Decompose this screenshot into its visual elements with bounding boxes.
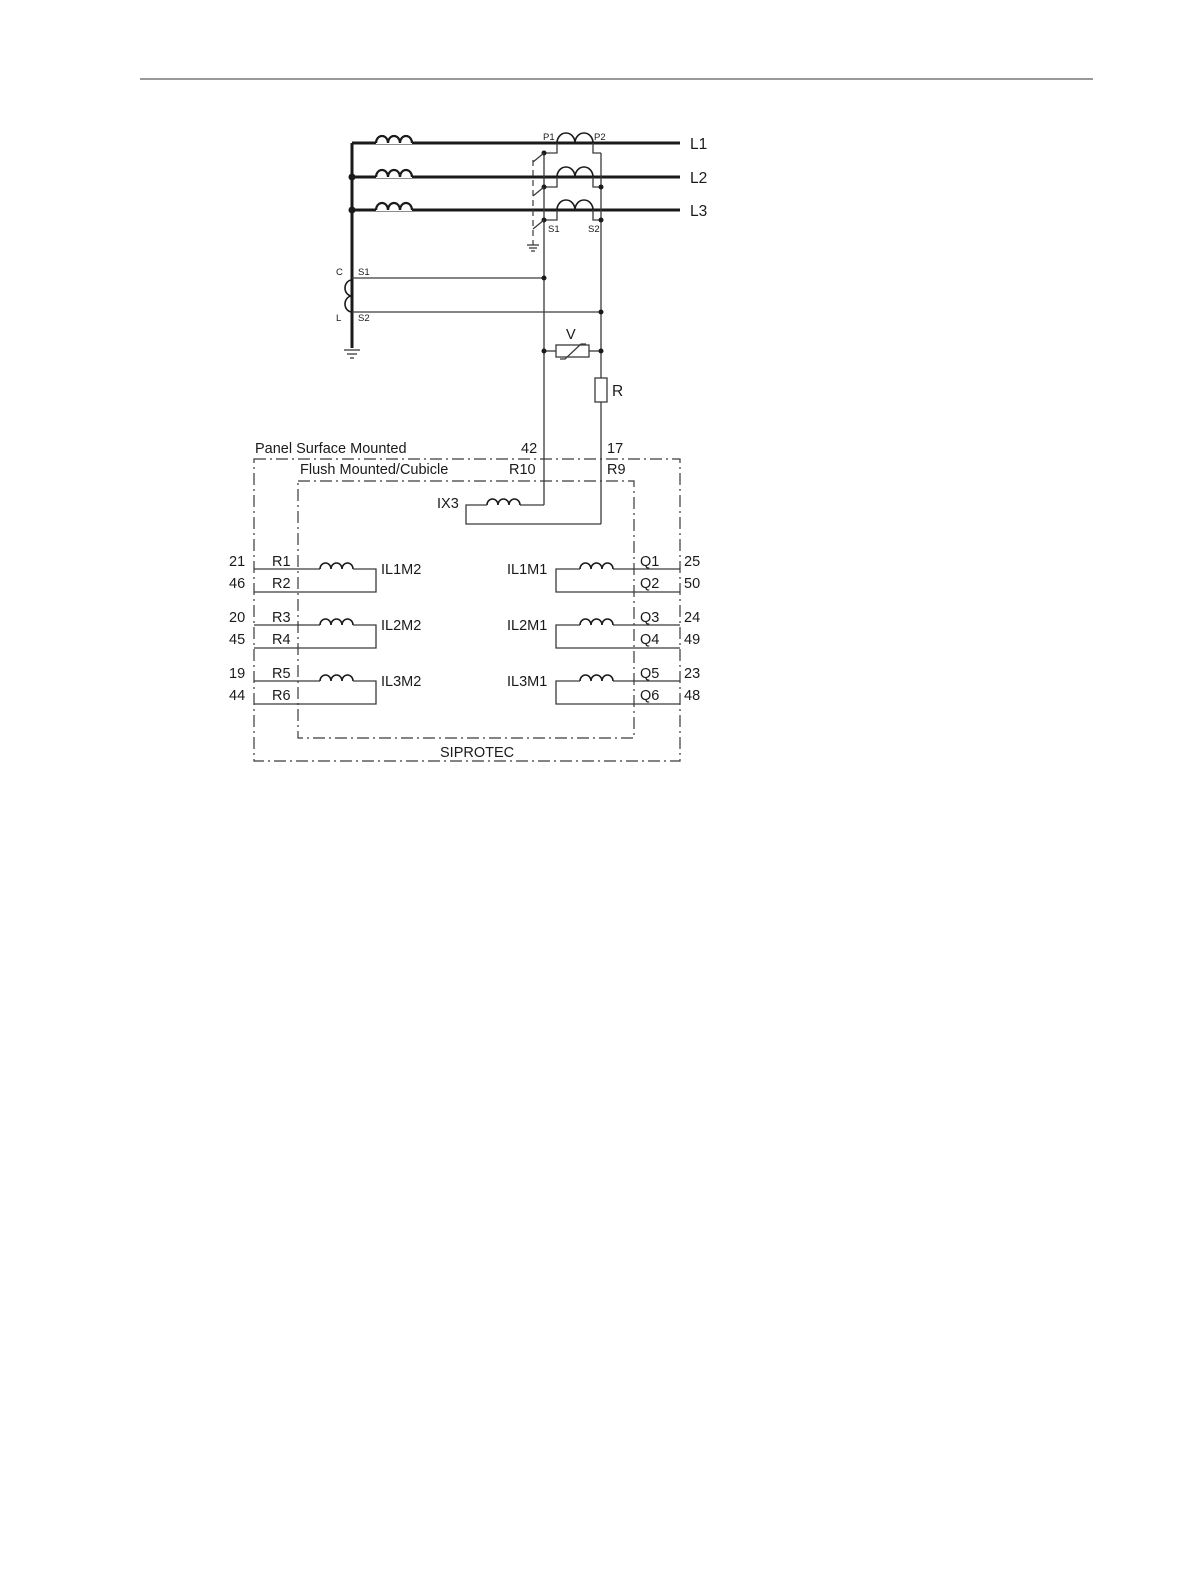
right-input-il2m1 (507, 610, 700, 648)
svg-text:R5: R5 (272, 666, 291, 682)
left-input-il3m2 (229, 666, 421, 704)
svg-text:R6: R6 (272, 688, 291, 704)
resistor-label: R (612, 383, 624, 400)
svg-text:IL2M1: IL2M1 (507, 618, 548, 634)
line-label-l2: L2 (690, 170, 708, 187)
ct-label-p2: P2 (594, 132, 606, 143)
ix3-pin-a: R10 (509, 462, 536, 478)
svg-text:R2: R2 (272, 576, 291, 592)
varistor-label: V (566, 327, 576, 343)
cbct-label-l: L (336, 313, 342, 324)
cbct-label-s1: S1 (358, 267, 370, 278)
ix3-pin-b-number: 17 (607, 441, 624, 457)
svg-text:21: 21 (229, 554, 246, 570)
panel-surface-label: Panel Surface Mounted (255, 441, 407, 457)
right-input-il1m1 (507, 554, 700, 592)
svg-text:20: 20 (229, 610, 246, 626)
line-label-l3: L3 (690, 203, 708, 220)
svg-text:IL3M2: IL3M2 (381, 674, 422, 690)
svg-text:49: 49 (684, 632, 701, 648)
ix3-pin-b: R9 (607, 462, 626, 478)
ct-label-p1: P1 (543, 132, 555, 143)
ix3-pin-a-number: 42 (521, 441, 538, 457)
svg-text:25: 25 (684, 554, 701, 570)
svg-text:50: 50 (684, 576, 701, 592)
svg-text:19: 19 (229, 666, 246, 682)
svg-text:45: 45 (229, 632, 246, 648)
svg-text:Q5: Q5 (640, 666, 660, 682)
svg-text:Q6: Q6 (640, 688, 660, 704)
ct-label-s2: S2 (588, 224, 600, 235)
svg-text:48: 48 (684, 688, 701, 704)
svg-text:Q3: Q3 (640, 610, 660, 626)
line-label-l1: L1 (690, 136, 708, 153)
svg-text:IL3M1: IL3M1 (507, 674, 548, 690)
svg-text:24: 24 (684, 610, 701, 626)
flush-mounted-label: Flush Mounted/Cubicle (300, 462, 449, 478)
svg-text:R3: R3 (272, 610, 291, 626)
varistor (542, 344, 604, 359)
resistor (595, 378, 607, 524)
svg-text:Q2: Q2 (640, 576, 660, 592)
svg-text:R1: R1 (272, 554, 291, 570)
ix3-input (466, 499, 601, 524)
cbct-label-s2: S2 (358, 313, 370, 324)
svg-text:23: 23 (684, 666, 701, 682)
svg-text:Q1: Q1 (640, 554, 660, 570)
device-label: SIPROTEC (440, 745, 515, 761)
svg-text:44: 44 (229, 688, 246, 704)
right-input-il3m1 (507, 666, 700, 704)
ct-label-s1: S1 (548, 224, 560, 235)
left-input-il2m2 (229, 610, 421, 648)
svg-text:IL2M2: IL2M2 (381, 618, 422, 634)
svg-text:R4: R4 (272, 632, 291, 648)
source-coils (376, 130, 412, 211)
panel-surface-housing (254, 459, 680, 761)
svg-text:IL1M1: IL1M1 (507, 562, 548, 578)
cbct-label-c: C (336, 267, 343, 278)
svg-text:46: 46 (229, 576, 246, 592)
main-current-transformers (527, 133, 604, 505)
svg-text:Q4: Q4 (640, 632, 660, 648)
svg-text:IL1M2: IL1M2 (381, 562, 422, 578)
left-input-il1m2 (229, 554, 421, 592)
ix3-label: IX3 (437, 496, 459, 512)
